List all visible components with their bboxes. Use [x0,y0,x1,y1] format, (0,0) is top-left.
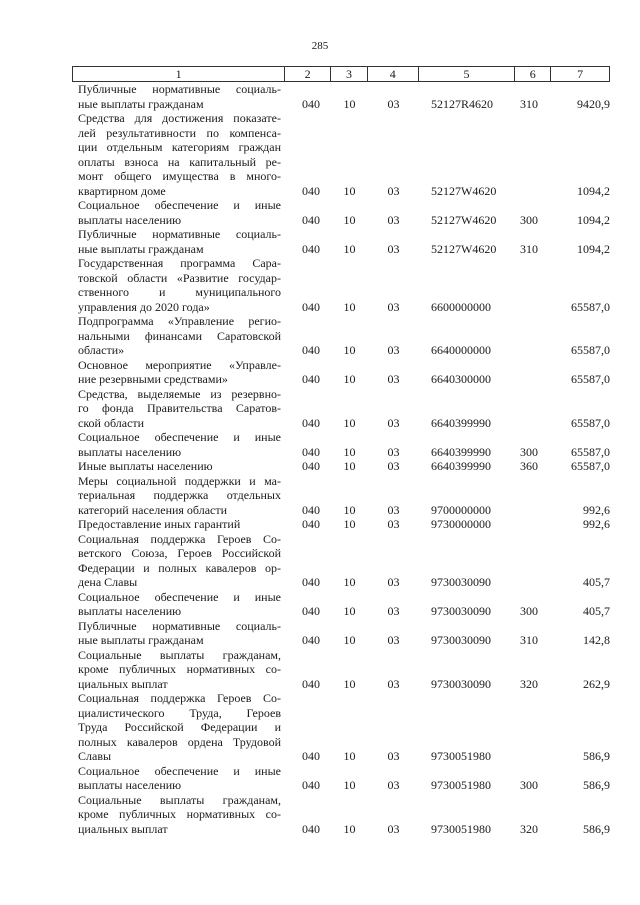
code-ministry: 040 [302,96,320,111]
row-description [72,648,285,692]
code-target-article: 9730000000 [431,517,491,531]
description-line: лей результативности по компенса- [78,125,281,140]
description-line: ные выплаты гражданам [78,96,204,111]
description-line: Публичные нормативные социаль- [78,618,281,633]
row-description [72,517,285,532]
amount: 586,9 [583,749,610,763]
table-row [72,459,610,474]
description-line: выплаты населению [78,604,182,618]
description-line: ние резервными средствами» [78,372,228,386]
code-subsection: 03 [387,343,400,357]
code-target-article: 6640399990 [431,444,491,459]
description-line: Труда Российской Федерации и [78,720,281,734]
description-line: товской области «Развитие государ- [78,270,281,285]
amount: 142,8 [583,633,610,647]
description-line: полных кавалеров ордена Трудовой [78,734,281,749]
description-line: Средства, выделяемые из резервно- [78,386,281,401]
code-ministry: 040 [302,343,320,357]
table-row [72,82,610,111]
code-section: 10 [343,676,356,691]
amount: 65587,0 [571,415,610,430]
code-target-article: 52127R4620 [431,96,494,111]
code-expense-type: 320 [520,821,538,836]
code-subsection: 03 [387,459,400,473]
table-row [72,256,610,314]
code-subsection: 03 [387,633,400,647]
code-ministry: 040 [302,778,320,792]
description-line: ции отдельным категориям граждан [78,140,281,154]
description-line: квартирном доме [78,183,166,198]
row-description [72,358,285,387]
code-expense-type: 300 [520,444,538,459]
code-section: 10 [343,372,356,386]
code-subsection: 03 [387,604,400,618]
code-target-article: 9730030090 [431,633,491,647]
description-line: териальная поддержка отдельных [78,488,281,502]
table-row [72,111,610,198]
description-line: Публичные нормативные социаль- [78,227,281,241]
amount: 9420,9 [577,96,610,111]
code-ministry: 040 [302,676,320,691]
description-line: Меры социальной поддержки и ма- [78,473,281,488]
table-row [72,764,610,793]
code-expense-type: 300 [520,212,538,227]
description-line: Социальное обеспечение и иные [78,763,281,778]
code-section: 10 [343,241,356,256]
code-subsection: 03 [387,212,400,227]
code-target-article: 52127W4620 [431,241,497,256]
code-target-article: 6640000000 [431,343,491,357]
code-subsection: 03 [387,502,400,517]
description-line: ской области [78,415,145,430]
table-row [72,198,610,227]
code-expense-type: 360 [520,459,538,473]
description-line: кроме публичных нормативных со- [78,662,281,676]
amount: 405,7 [583,575,610,589]
amount: 65587,0 [571,299,610,314]
table-row [72,430,610,459]
code-ministry: 040 [302,821,320,836]
page-number: 285 [311,40,329,52]
amount: 992,6 [583,517,610,531]
code-section: 10 [343,299,356,314]
code-section: 10 [343,444,356,459]
row-description [72,691,285,764]
column-header-3: 3 [331,67,368,81]
row-description [72,387,285,431]
code-ministry: 040 [302,415,320,430]
amount: 586,9 [583,821,610,836]
amount: 1094,2 [577,212,610,227]
code-subsection: 03 [387,575,400,589]
description-line: Социальное обеспечение и иные [78,198,281,212]
code-section: 10 [343,821,356,836]
description-line: Предоставление иных гарантий [78,517,241,531]
description-line: Социальное обеспечение и иные [78,589,281,604]
row-description [72,459,285,474]
code-target-article: 6600000000 [431,299,491,314]
description-line: Социальная поддержка Героев Со- [78,691,281,705]
code-target-article: 9730051980 [431,749,491,763]
description-line: Подпрограмма «Управление регио- [78,314,281,328]
table-row [72,648,610,692]
code-expense-type: 310 [520,633,538,647]
code-expense-type: 300 [520,604,538,618]
table-row [72,590,610,619]
code-expense-type: 310 [520,96,538,111]
description-line: Социальная поддержка Героев Со- [78,531,281,546]
table-body [72,82,610,836]
amount: 65587,0 [571,459,610,473]
table-row [72,517,610,532]
table-row [72,619,610,648]
description-line: дена Славы [78,575,138,589]
amount: 65587,0 [571,343,610,357]
row-description [72,256,285,314]
row-description [72,430,285,459]
table-row [72,474,610,518]
description-line: нальными финансами Саратовской [78,328,281,343]
row-description [72,793,285,837]
amount: 992,6 [583,502,610,517]
code-ministry: 040 [302,459,320,473]
code-expense-type: 310 [520,241,538,256]
description-line: выплаты населению [78,444,182,459]
code-target-article: 6640399990 [431,415,491,430]
code-target-article: 9700000000 [431,502,491,517]
table-row [72,691,610,764]
code-section: 10 [343,212,356,227]
code-section: 10 [343,604,356,618]
description-line: Основное мероприятие «Управле- [78,357,281,372]
description-line: циалистического Труда, Героев [78,705,281,720]
table-row [72,387,610,431]
code-ministry: 040 [302,604,320,618]
code-expense-type: 300 [520,778,538,792]
description-line: ные выплаты гражданам [78,633,204,647]
row-description [72,82,285,111]
code-subsection: 03 [387,778,400,792]
code-target-article: 9730051980 [431,778,491,792]
amount: 586,9 [583,778,610,792]
code-section: 10 [343,633,356,647]
description-line: оплаты взноса на капитальный ре- [78,154,281,169]
description-line: го фонда Правительства Саратов- [78,401,281,415]
code-subsection: 03 [387,749,400,763]
code-ministry: 040 [302,183,320,198]
description-line: кроме публичных нормативных со- [78,807,281,821]
description-line: управления до 2020 года» [78,299,210,314]
code-section: 10 [343,183,356,198]
code-ministry: 040 [302,212,320,227]
code-target-article: 6640300000 [431,372,491,386]
code-subsection: 03 [387,444,400,459]
code-section: 10 [343,575,356,589]
row-description [72,764,285,793]
table-row [72,227,610,256]
code-subsection: 03 [387,415,400,430]
code-subsection: 03 [387,183,400,198]
description-line: Государственная программа Сара- [78,256,281,270]
description-line: Публичные нормативные социаль- [78,82,281,96]
code-section: 10 [343,502,356,517]
code-ministry: 040 [302,633,320,647]
code-section: 10 [343,343,356,357]
description-line: ные выплаты гражданам [78,241,204,256]
code-section: 10 [343,96,356,111]
budget-table [72,66,610,836]
code-target-article: 9730051980 [431,821,491,836]
code-subsection: 03 [387,241,400,256]
column-header-5: 5 [419,67,516,81]
row-description [72,111,285,198]
description-line: Социальное обеспечение и иные [78,430,281,444]
description-line: монт общего имущества в много- [78,169,281,183]
row-description [72,532,285,590]
table-header-row [72,66,610,82]
code-target-article: 9730030090 [431,575,491,589]
description-line: ственного и муниципального [78,285,281,299]
code-ministry: 040 [302,299,320,314]
code-section: 10 [343,517,356,531]
amount: 405,7 [583,604,610,618]
row-description [72,314,285,358]
row-description [72,619,285,648]
code-subsection: 03 [387,821,400,836]
description-line: категорий населения области [78,502,228,517]
row-description [72,474,285,518]
code-target-article: 52127W4620 [431,212,497,227]
amount: 65587,0 [571,372,610,386]
description-line: Социальные выплаты гражданам, [78,647,281,662]
code-target-article: 52127W4620 [431,183,497,198]
code-section: 10 [343,415,356,430]
description-line: Средства для достижения показате- [78,111,281,125]
code-subsection: 03 [387,517,400,531]
code-section: 10 [343,778,356,792]
column-header-6: 6 [515,67,551,81]
row-description [72,590,285,619]
code-subsection: 03 [387,299,400,314]
code-section: 10 [343,459,356,473]
code-ministry: 040 [302,749,320,763]
code-ministry: 040 [302,372,320,386]
code-ministry: 040 [302,517,320,531]
table-row [72,314,610,358]
description-line: циальных выплат [78,821,168,836]
row-description [72,227,285,256]
amount: 1094,2 [577,241,610,256]
description-line: Славы [78,749,112,763]
description-line: ветского Союза, Героев Российской [78,546,281,560]
description-line: Иные выплаты населению [78,459,213,473]
description-line: Социальные выплаты гражданам, [78,792,281,807]
column-header-4: 4 [368,67,419,81]
description-line: Федерации и полных кавалеров ор- [78,560,281,575]
description-line: области» [78,343,125,357]
code-target-article: 9730030090 [431,676,491,691]
table-row [72,358,610,387]
description-line: выплаты населению [78,778,182,792]
amount: 262,9 [583,676,610,691]
code-target-article: 6640399990 [431,459,491,473]
code-subsection: 03 [387,96,400,111]
table-row [72,532,610,590]
code-target-article: 9730030090 [431,604,491,618]
code-ministry: 040 [302,575,320,589]
amount: 1094,2 [577,183,610,198]
column-header-2: 2 [285,67,331,81]
code-expense-type: 320 [520,676,538,691]
amount: 65587,0 [571,444,610,459]
column-header-7: 7 [577,67,584,81]
description-line: циальных выплат [78,676,168,691]
description-line: выплаты населению [78,212,182,227]
code-subsection: 03 [387,372,400,386]
code-subsection: 03 [387,676,400,691]
row-description [72,198,285,227]
code-ministry: 040 [302,444,320,459]
code-ministry: 040 [302,502,320,517]
code-section: 10 [343,749,356,763]
table-row [72,793,610,837]
column-header-1: 1 [73,67,285,81]
code-ministry: 040 [302,241,320,256]
